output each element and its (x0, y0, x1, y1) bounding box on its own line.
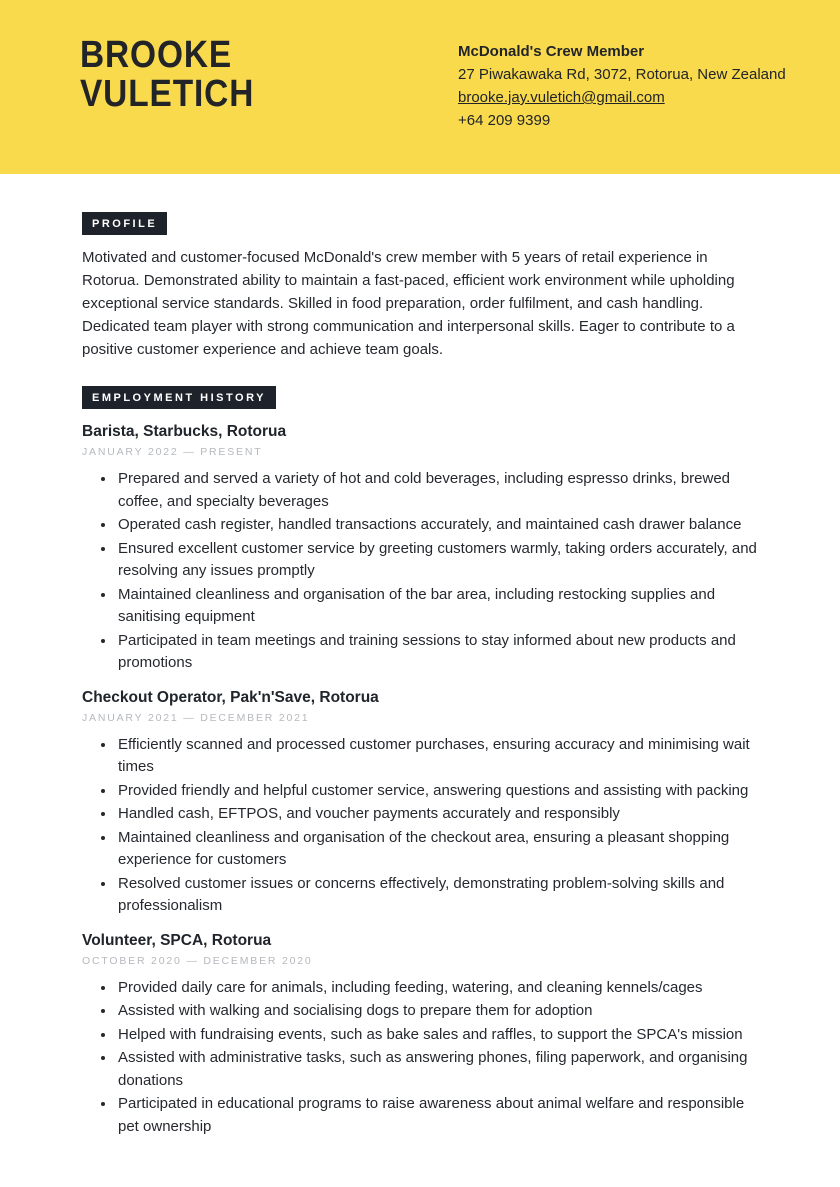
job-entry-checkout-operator (82, 689, 758, 918)
employment-section-badge: EMPLOYMENT HISTORY (82, 386, 276, 409)
job-bullet-list (82, 468, 758, 675)
profile-section-badge: PROFILE (82, 212, 167, 235)
candidate-name-line2: VULETICH (80, 73, 255, 115)
resume-body (0, 174, 840, 1138)
profile-text: Motivated and customer-focused McDonald's crew member with 5 years of retail experience in Rotorua. Demonstrated ability to maintain a fast-paced, efficient work environment while upholding exceptional service standards. Skilled in food preparation, order fulfilment, and cash handling. Dedicated team player with strong communication and interpersonal skills. Eager to contribute to a positive customer experience and achieve team goals. (82, 249, 735, 358)
email-link[interactable]: brooke.jay.vuletich@gmail.com (458, 89, 665, 106)
job-bullet: • Resolved customer issues or concerns effectively, demonstrating problem-solving skills and professionalism (116, 873, 758, 918)
candidate-phone: +64 209 9399 (458, 112, 551, 129)
job-title: Barista, Starbucks, Rotorua (82, 423, 287, 440)
job-bullet: • Maintained cleanliness and organisation of the checkout area, ensuring a pleasant shopping experience for customers (116, 827, 758, 872)
job-bullet: • Efficiently scanned and processed customer purchases, ensuring accuracy and minimising wait times (116, 734, 758, 779)
job-bullet: • Maintained cleanliness and organisation of the bar area, including restocking supplies and sanitising equipment (116, 584, 758, 629)
resume-header (0, 0, 840, 174)
job-bullet: • Assisted with administrative tasks, such as answering phones, filing paperwork, and organising donations (116, 1047, 758, 1092)
job-entry-volunteer (82, 932, 758, 1139)
job-bullet-list (82, 977, 758, 1139)
job-bullet: • Provided friendly and helpful customer service, answering questions and assisting with packing (116, 780, 758, 803)
candidate-name (80, 36, 254, 114)
job-bullet: • Assisted with walking and socialising dogs to prepare them for adoption (116, 1000, 758, 1023)
job-bullet-list (82, 734, 758, 918)
job-bullet: • Ensured excellent customer service by greeting customers warmly, taking orders accurately, and resolving any issues promptly (116, 538, 758, 583)
job-dates: OCTOBER 2020 — DECEMBER 2020 (82, 954, 313, 967)
job-bullet: • Prepared and served a variety of hot and cold beverages, including espresso drinks, brewed coffee, and specialty beverages (116, 468, 758, 513)
job-bullet: • Participated in educational programs to raise awareness about animal welfare and responsible pet ownership (116, 1093, 758, 1138)
job-bullet: • Operated cash register, handled transactions accurately, and maintained cash drawer balance (116, 514, 758, 537)
job-title: Volunteer, SPCA, Rotorua (82, 931, 272, 949)
contact-block (458, 40, 786, 132)
job-bullet: • Handled cash, EFTPOS, and voucher payments accurately and responsibly (116, 803, 758, 826)
job-dates: JANUARY 2022 — PRESENT (82, 446, 263, 458)
job-entry-barista (82, 423, 758, 675)
job-bullet: • Participated in team meetings and training sessions to stay informed about new products and promotions (116, 630, 758, 675)
job-bullet: • Helped with fundraising events, such as bake sales and raffles, to support the SPCA's mission (116, 1024, 758, 1047)
candidate-address: 27 Piwakawaka Rd, 3072, Rotorua, New Zealand (458, 66, 786, 83)
candidate-name-line1: BROOKE (80, 34, 233, 76)
job-dates: JANUARY 2021 — DECEMBER 2021 (82, 711, 310, 724)
job-title: Checkout Operator, Pak'n'Save, Rotorua (82, 688, 379, 706)
job-bullet: • Provided daily care for animals, including feeding, watering, and cleaning kennels/cages (116, 977, 758, 1000)
candidate-job-title: McDonald's Crew Member (458, 43, 645, 60)
